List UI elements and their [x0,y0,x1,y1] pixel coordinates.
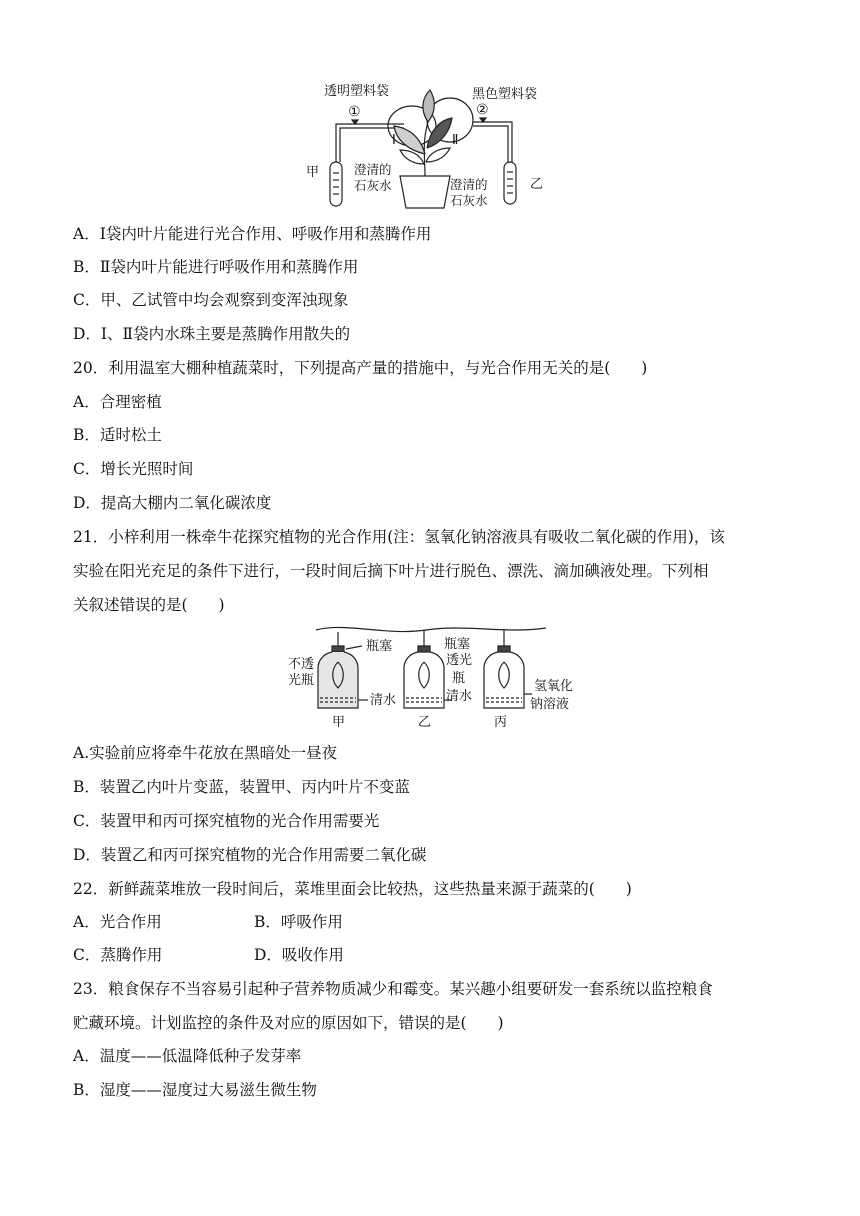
bag-i-label: Ⅰ [392,133,396,148]
bottle-jia-label: 甲 [332,715,346,730]
q19-option-d: D．Ⅰ、Ⅱ袋内水珠主要是蒸腾作用散失的 [73,325,351,343]
q22-option-b: B．呼吸作用 [254,913,343,931]
stopper-label-1: 瓶塞 [366,639,393,654]
q23-stem-line2: 贮藏环境。计划监控的条件及对应的原因如下，错误的是( ) [73,1014,504,1032]
valve-1-label: ① [348,104,361,120]
q23-option-b: B．湿度——湿度过大易滋生微生物 [73,1081,317,1099]
tube-yi-label: 乙 [530,177,544,192]
clear-water-label-1: 清水 [370,693,397,708]
q20-option-c: C．增长光照时间 [73,460,194,478]
stopper-label-2: 瓶塞 [444,637,471,652]
q21-option-a: A.实验前应将牵牛花放在黑暗处一昼夜 [73,744,338,762]
q23-stem-line1: 23．粮食保存不当容易引起种子营养物质减少和霉变。某兴趣小组要研发一套系统以监控粮食 [73,980,713,998]
q21-option-c: C．装置甲和丙可探究植物的光合作用需要光 [73,812,380,830]
q21-option-d: D．装置乙和丙可探究植物的光合作用需要二氧化碳 [73,846,427,864]
black-bag-label: 黑色塑料袋 [472,87,538,102]
q21-stem-line2: 实验在阳光充足的条件下进行，一段时间后摘下叶片进行脱色、漂洗、滴加碘液处理。下列相 [73,562,709,580]
transparent-bottle-line2: 瓶 [452,671,466,686]
q19-option-b: B．Ⅱ袋内叶片能进行呼吸作用和蒸腾作用 [73,258,359,276]
q22-stem: 22．新鲜蔬菜堆放一段时间后，菜堆里面会比较热，这些热量来源于蔬菜的( ) [73,880,632,898]
tube-jia-label: 甲 [306,165,320,180]
limewater-left-line1: 澄清的 [354,162,392,177]
q21-stem-line1: 21．小梓利用一株牵牛花探究植物的光合作用(注：氢氧化钠溶液具有吸收二氧化碳的作用)，该 [73,528,725,546]
opaque-bottle-line1: 不透 [288,657,315,672]
clear-water-label-2: 清水 [446,689,473,704]
q20-option-d: D．提高大棚内二氧化碳浓度 [73,494,272,512]
bottle-experiment-figure [286,622,582,734]
naoh-line1: 氢氧化 [534,679,574,694]
valve-2-label: ② [476,102,489,118]
q21-option-b: B．装置乙内叶片变蓝，装置甲、丙内叶片不变蓝 [73,778,410,796]
transparent-bag-label: 透明塑料袋 [324,84,390,99]
q20-option-b: B．适时松土 [73,426,162,444]
opaque-bottle-line2: 光瓶 [288,673,315,688]
q19-option-c: C．甲、乙试管中均会观察到变浑浊现象 [73,291,349,309]
q23-option-a: A．温度——低温降低种子发芽率 [73,1047,302,1065]
q22-option-a: A．光合作用 [73,913,162,931]
q21-stem-line3: 关叙述错误的是( ) [73,596,225,614]
plant-bag-experiment-figure [300,78,570,210]
limewater-left-line2: 石灰水 [354,178,392,193]
q19-option-a: A．Ⅰ袋内叶片能进行光合作用、呼吸作用和蒸腾作用 [73,225,432,243]
bottle-bing-label: 丙 [494,715,508,730]
transparent-bottle-line1: 透光 [446,653,473,668]
q22-option-d: D．吸收作用 [254,946,344,964]
q20-option-a: A．合理密植 [73,393,162,411]
bag-ii-label: Ⅱ [452,133,459,148]
bottle-yi-label: 乙 [418,715,432,730]
limewater-right-line2: 石灰水 [450,193,488,208]
limewater-right-line1: 澄清的 [450,177,488,192]
q20-stem: 20．利用温室大棚种植蔬菜时，下列提高产量的措施中，与光合作用无关的是( ) [73,359,648,377]
q22-option-c: C．蒸腾作用 [73,946,163,964]
naoh-line2: 钠溶液 [530,697,570,712]
